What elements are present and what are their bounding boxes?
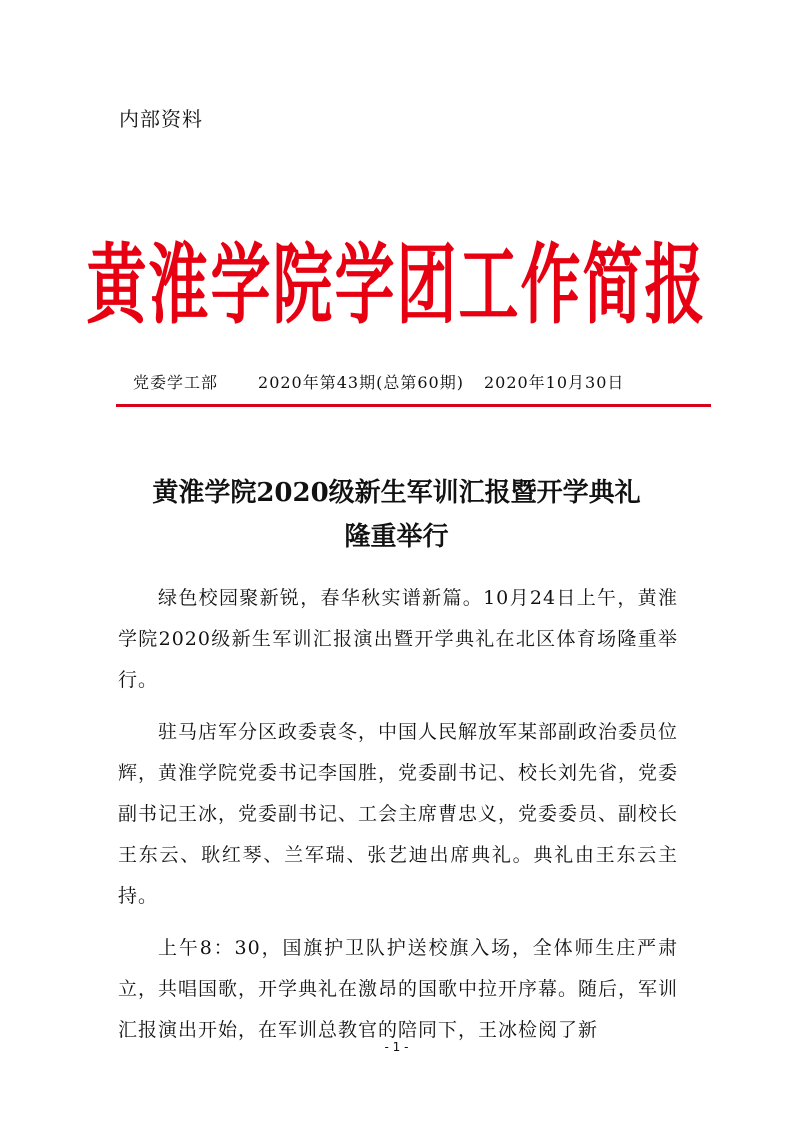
masthead-title <box>0 232 793 340</box>
article-paragraph-3: 上午8：30，国旗护卫队护送校旗入场，全体师生庄严肃立，共唱国歌，开学典礼在激昂的国歌中拉开序幕。随后，军训汇报演出开始，在军训总教官的陪同下，王冰检阅了新 <box>118 937 679 1041</box>
article-title-line-1: 黄淮学院2020级新生军训汇报暨开学典礼 <box>152 478 641 508</box>
article-body <box>118 578 678 1062</box>
issue-number: 2020年第43期(总第60期) <box>258 373 464 392</box>
article-paragraph-2: 驻马店军分区政委袁冬，中国人民解放军某部副政治委员位辉，黄淮学院党委书记李国胜，党委副书记、校长刘先省，党委副书记王冰，党委副书记、工会主席曹忠义，党委委员、副校长王东云、耿红琴、兰军瑞、张艺迪出席典礼。典礼由王东云主持。 <box>118 721 679 907</box>
document-classification: 内部资料 <box>119 107 203 131</box>
issue-info-line <box>133 370 624 393</box>
article-title <box>100 471 693 559</box>
page-number: - 1 - <box>384 1040 409 1054</box>
issue-date: 2020年10月30日 <box>483 373 625 392</box>
issuer: 党委学工部 <box>133 373 219 392</box>
article-title-line-2: 隆重举行 <box>344 522 449 552</box>
article-paragraph-1: 绿色校园聚新锐，春华秋实谱新篇。10月24日上午，黄淮学院2020级新生军训汇报演出暨开学典礼在北区体育场隆重举行。 <box>118 587 678 691</box>
red-divider-rule <box>116 404 711 407</box>
masthead-title-text: 黄淮学院学团工作简报 <box>86 235 707 337</box>
